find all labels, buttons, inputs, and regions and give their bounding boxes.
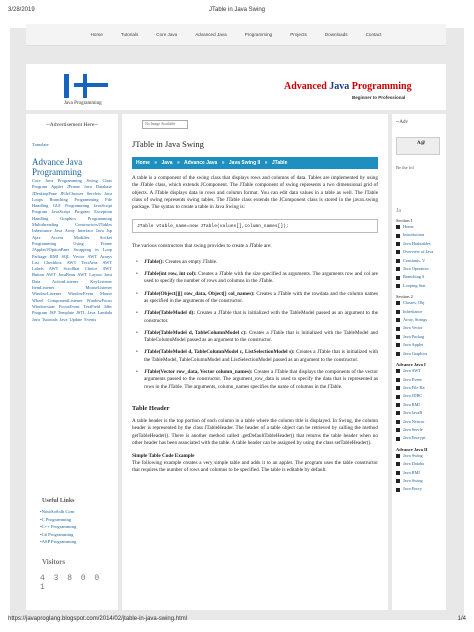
breadcrumb-jtable[interactable]: JTable [271,160,288,166]
right-link-label: Java Encrypt [403,435,426,441]
right-link[interactable] [396,477,442,485]
right-link[interactable] [396,469,442,477]
right-link[interactable] [396,341,442,349]
useful-link[interactable]: • C Programming [40,516,112,524]
right-link[interactable] [396,273,442,281]
right-link[interactable] [396,401,442,409]
list-item [132,330,378,345]
bullet-square-icon [396,327,400,331]
right-sidebar [392,114,446,610]
right-link-label: Java Servle [403,426,423,432]
right-link-label: Java Vector [403,325,423,331]
bullet-square-icon [396,437,400,441]
breadcrumb-sep: » [264,160,268,166]
left-sidebar [26,114,118,610]
useful-link[interactable]: • C++ Programming [40,523,112,531]
bullet-square-icon [396,488,400,492]
right-link-label: Constants, V [403,257,426,263]
section-2-label: Section 2 [396,294,413,300]
breadcrumb-sep: » [176,160,180,166]
right-link[interactable] [396,248,442,256]
breadcrumb-java[interactable]: Java [161,160,173,166]
nav-advanced-java[interactable]: Advanced Java [195,32,227,37]
right-link[interactable] [396,265,442,273]
bullet-square-icon [396,454,400,458]
bullet-square-icon [396,259,400,263]
right-link[interactable] [396,452,442,460]
bullet-square-icon [396,301,400,305]
ctor-signature: JTable(TableModel d): [144,310,195,317]
category-cloud[interactable]: Core Java Programming Swing Class Program Applet JFrame Java Database JDesktopPane JFileChooser Servlets Java Loops Branching Programming File Handling GUI Programming JavaScript Program JavaScript Program Exception Handling Graphics Programming Multithreading Constructors/JTables Inheritance Java Array Interface Java Jsp Ajax Access Modifier Socket Programming Using Frame JApplet/JOptionPane Swapping in Loop Package RMI SQL Vector AWT Arrays List Checkbox AWT TextArea AWT Labels AWT Scrollbar Choice AWT Button AWT JavaBean AWT Layout Java Data ActionListener KeyListener ItemListener MouseListener WindowListener WindowEvent Mouse Wheel ComponentListener WindowFocus Windowstate FocusEvent TextField Jdbc Program JSP Template JSTL Java Lambda Java Tutorials Java Update Events [32,178,112,322]
bullet-square-icon [396,267,400,271]
right-link-label: Java Packag [403,333,425,339]
right-ad-header: --Adv [396,120,408,125]
ctor-signature: JTable(TableModel d, TableColumnModel c): [144,329,247,336]
breadcrumb-advance-java[interactable]: Advance Java [183,160,218,166]
breadcrumb [132,157,378,169]
right-link-label: Java Swing [403,477,423,483]
nav-contact[interactable]: Contact [365,32,382,37]
intro-paragraph: A table is a component of the swing class that displays rows and columns of data. Tables are implemented by using the JTable class, which extends JComponent. The JTable component of swing represents a two dimensional grid of objects. A JTable displays data in rows and column format. You can edit data values in a table as well. The JTable class of swing represents swing tables. The JTable class extends the JComponent class is stored in the javax.swing package. The syntax to create a table in Java Swing is: [132,175,378,211]
bullet-square-icon [396,234,400,238]
nav-programming[interactable]: Programming [244,32,273,37]
ctor-description: Creates a JTable with the rowdata and the column names as specified in the arguments of the constructor. [144,290,378,304]
ctor-description: Creates a JTable that is initialized with the TableModel and TableColumnModel passed as an argument to the constructor. [144,329,378,344]
ctor-intro: The various constructors that swing provides to create a JTable are: [132,243,272,250]
bullet-square-icon [396,250,400,254]
nav-tutorials[interactable]: Tutorials [120,32,139,37]
right-link-label: Java AWT [403,368,421,374]
right-link-label: Java Swing [403,452,423,458]
right-link[interactable] [396,460,442,468]
bullet-square-icon [396,378,400,382]
right-link[interactable] [396,257,442,265]
print-url: https://javaproglang.blogspot.com/2014/02/jtable-in-java-swing.html [8,616,188,622]
right-link-label: Inheritance [403,308,423,314]
followers-label: Be the fol [396,165,414,170]
useful-link[interactable]: • NourSoSolh.Com [40,508,112,516]
list-item [132,271,378,286]
list-item [132,310,378,325]
site-title-part2: Java [329,81,350,92]
site-logo[interactable] [64,72,122,112]
right-link-label: Java Networ [403,418,425,424]
list-item [132,369,378,391]
site-title-part1: Advanced [284,81,330,92]
bullet-square-icon [396,420,400,424]
right-link[interactable] [396,434,442,442]
breadcrumb-home[interactable]: Home [136,160,150,166]
visitor-counter: 4 3 8 0 0 1 [40,573,102,592]
ad-header: --Advertisement Here-- [46,122,98,128]
table-header-paragraph: A table header is the top portion of each column in a table where the column title is displayed. In Swing, the column header is represented by the class JTableHeader. The header of a table object can be retrieved by calling the method getTableHeader(). There is another method called .getDefaultTableHeader() that returns the table header when no other header has been associated with the table. A table header can be assigned by using the class setTableHeader(). [132,417,378,446]
site-subtitle: Beginner to Professional [352,95,406,100]
bullet-square-icon [396,403,400,407]
bullet-square-icon [396,318,400,322]
list-item [132,291,378,306]
right-link[interactable] [396,240,442,248]
list-item [132,349,378,364]
right-link-label: Branching S [403,274,425,280]
logo-icon [64,74,108,98]
right-link-label: Java Databa [403,461,424,467]
bullet-square-icon [396,479,400,483]
visitors-title: Visitors [42,557,66,566]
print-header [8,7,466,17]
site-banner [26,64,446,110]
right-link[interactable] [396,299,442,307]
right-link[interactable] [396,333,442,341]
section-1-label: Section 1 [396,218,413,223]
right-link-label: Java Event [403,376,422,382]
bullet-square-icon [396,369,400,373]
right-link-label: Java JavaB [403,410,423,416]
main-content [122,114,388,610]
ctor-signature: JTable(): [144,258,164,265]
right-link[interactable] [396,485,442,493]
bullet-square-icon [396,310,400,314]
right-link[interactable] [396,392,442,400]
print-page-number: 1/4 [457,616,466,622]
print-title: JTable in Java Swing [208,7,266,13]
bullet-square-icon [396,225,400,229]
bullet-square-icon [396,284,400,288]
bullet-square-icon [396,335,400,339]
right-link[interactable] [396,426,442,434]
nav-home[interactable]: Home [90,32,103,37]
code-snippet: JTable vtable_name=new JTable(values[],column_names[]); [132,219,378,233]
right-link-label: Java Operators [403,266,429,272]
right-link[interactable] [396,231,442,239]
site-title[interactable] [284,81,412,92]
post-title[interactable]: JTable in Java Swing [132,139,204,149]
ctor-signature: JTable(TableModel d, TableColumnModel c, ListSelectionModel s): [144,349,295,356]
right-link-label: Java Applet [403,342,424,348]
right-link[interactable] [396,324,442,332]
right-link[interactable] [396,409,442,417]
profile-widget[interactable]: A@ [396,137,440,155]
right-link-label: Array, Strings [403,317,428,323]
right-link-label: Java Hashtables [403,240,431,246]
nav-downloads[interactable]: Downloads [324,32,348,37]
ctor-signature: JTable(Object[][] row_data, Object[] col_names): [144,290,255,297]
right-link-label: Java JDBC [403,393,423,399]
translate-link[interactable]: Translate [32,142,49,147]
right-link[interactable] [396,223,442,231]
right-link[interactable] [396,418,442,426]
advance-java-heading[interactable]: Advance Java Programming [32,157,83,177]
bullet-square-icon [396,276,400,280]
right-link-label: Classes, Obj [403,300,425,306]
nav-core-java[interactable]: Core Java [156,32,178,37]
bullet-square-icon [396,343,400,347]
right-link[interactable] [396,308,442,316]
useful-links-list [32,508,112,546]
useful-link[interactable]: • C# Programming [40,531,112,539]
list-item [132,259,378,266]
top-navigation [26,24,446,46]
right-link-label: Home [403,224,414,229]
bullet-square-icon [396,242,400,246]
site-title-part3: Programming [349,81,412,92]
useful-links-title: Useful Links [42,498,75,504]
print-date: 3/28/2019 [8,7,35,13]
right-link-label: Java RMI [403,469,420,475]
ctor-description: Creates a JTable that is initialized with the TableModel passed as an argument to the constructor. [144,310,378,324]
bullet-square-icon [396,386,400,390]
simple-example-title: Simple Table Code Example [132,453,195,460]
ctor-description: Creates an empty JTable. [163,258,218,265]
right-link-label: Java Encry [403,486,422,492]
breadcrumb-java-swing-ii[interactable]: Java Swing II [228,160,261,166]
print-footer [8,616,466,626]
right-link[interactable] [396,282,442,290]
ctor-description: Creates a JTable with the size specified as arguments. The arguments row and col are used to specify the number of rows and columns in the JTable. [144,271,378,285]
ctor-signature: JTable(int row, int col): [144,271,197,278]
right-link-label: Java RMI [403,401,420,407]
nav-projects[interactable]: Projects [290,32,307,37]
right-link-label: Introduction [403,232,425,238]
breadcrumb-sep: » [154,160,158,166]
constructor-list [132,259,378,391]
bullet-square-icon [396,411,400,415]
right-link[interactable] [396,376,442,384]
ctor-signature: JTable(Vector row_data, Vector column_names): [144,369,253,376]
right-link-label: Looping Stat [403,282,426,288]
right-link-label: Java Graphics [403,350,428,356]
right-link[interactable] [396,384,442,392]
ja-label: Ja [396,208,401,214]
ctor-description: Creates a JTable that is initialized with the TableModel, TableColumnModel and ListSelectionModel passed as an argument to the constructor. [144,349,378,363]
image-placeholder: No Image Available [142,120,188,129]
right-link-label: Java File Ha [403,384,425,390]
right-link[interactable] [396,350,442,358]
breadcrumb-sep: » [221,160,225,166]
bullet-square-icon [396,471,400,475]
bullet-square-icon [396,428,400,432]
right-link[interactable] [396,316,442,324]
right-link[interactable] [396,367,442,375]
ctor-description: Creates a JTable that displays the components of the vector arguments passed to the constructor. The argument_row_data is used to specify the data that is represented as rows in the JTable. The arguments, column_names specifies the name of columns in the JTable. [144,369,378,390]
bullet-square-icon [396,462,400,466]
useful-link[interactable]: • ASP Programming [40,538,112,546]
logo-text: Java Programming [64,101,102,106]
simple-example-paragraph: The following example creates a very simple table and adds it to an applet. The program uses the table constructor that requires the number of rows and columns to be specified. The table is editable by default. [132,460,378,474]
bullet-square-icon [396,395,400,399]
advance-java-ii-label: Advance Java II [396,446,428,452]
table-header-title: Table Header [132,404,170,412]
bullet-square-icon [396,352,400,356]
right-link-label: Overview of Java [403,249,434,255]
advance-java-i-label: Advance Java I [396,362,426,368]
